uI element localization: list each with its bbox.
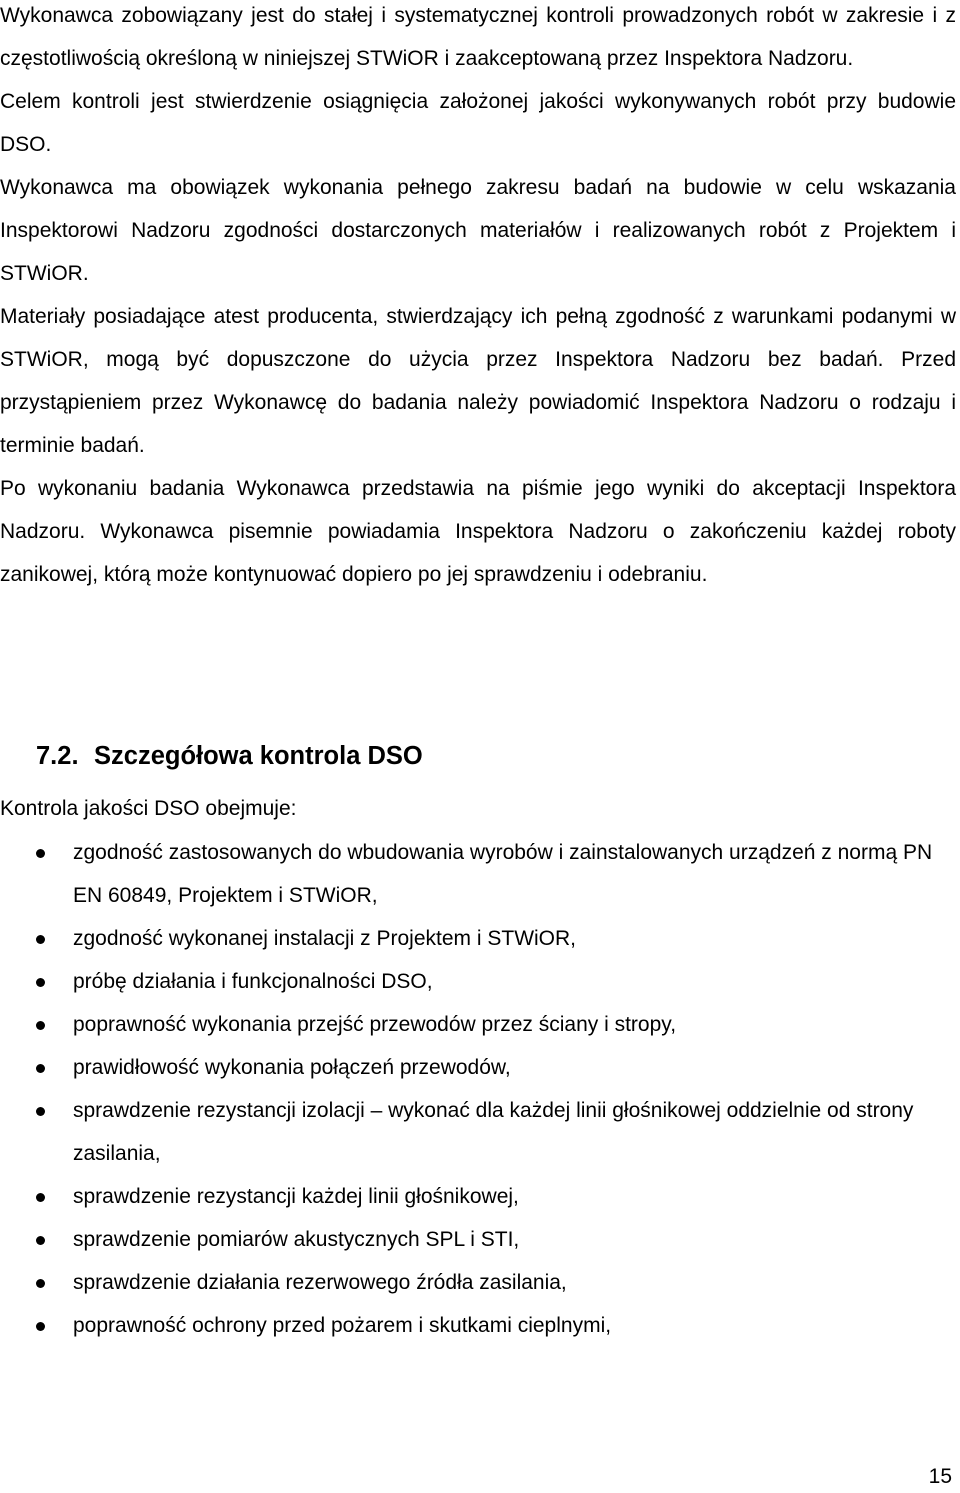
bullet-icon (36, 1021, 45, 1030)
list-item (0, 831, 956, 917)
list-item (0, 1304, 956, 1347)
bullet-icon (36, 978, 45, 987)
section-title: Szczegółowa kontrola DSO (94, 742, 423, 770)
list-item-text: zgodność wykonanej instalacji z Projektem i STWiOR, (73, 927, 577, 950)
bullet-icon (36, 849, 45, 858)
list-item-text: prawidłowość wykonania połączeń przewodów, (73, 1056, 511, 1079)
list-item-text: zgodność zastosowanych do wbudowania wyrobów i zainstalowanych urządzeń z normą PN EN 60849, Projektem i STWiOR, (73, 841, 933, 907)
list-item-text: sprawdzenie działania rezerwowego źródła zasilania, (73, 1271, 567, 1294)
bullet-icon (36, 1322, 45, 1331)
bullet-icon (36, 935, 45, 944)
list-item-text: sprawdzenie rezystancji każdej linii głośnikowej, (73, 1185, 519, 1208)
section-number: 7.2. (36, 742, 79, 770)
bullet-icon (36, 1236, 45, 1245)
list-item-text: próbę działania i funkcjonalności DSO, (73, 970, 433, 993)
paragraph-test-results: Po wykonaniu badania Wykonawca przedstawia na piśmie jego wyniki do akceptacji Inspektora Nadzoru. Wykonawca pisemnie powiadamia Inspektora Nadzoru o zakończeniu każdej roboty zanikowej, którą może kontynuować dopiero po jej sprawdzeniu i odebraniu. (0, 477, 956, 586)
list-intro: Kontrola jakości DSO obejmuje: (0, 797, 297, 820)
list-item (0, 1218, 956, 1261)
page-number: 15 (928, 1465, 952, 1488)
list-item-text: sprawdzenie pomiarów akustycznych SPL i STI, (73, 1228, 520, 1251)
bullet-icon (36, 1193, 45, 1202)
list-item-text: poprawność ochrony przed pożarem i skutkami cieplnymi, (73, 1314, 612, 1337)
bullet-icon (36, 1279, 45, 1288)
bullet-icon (36, 1107, 45, 1116)
section-heading (36, 734, 423, 778)
list-item (0, 1089, 956, 1175)
paragraph-inspection-goal: Celem kontroli jest stwierdzenie osiągnięcia założonej jakości wykonywanych robót przy budowie DSO. (0, 90, 956, 156)
quality-control-list (0, 831, 956, 1347)
paragraph-testing-scope: Wykonawca ma obowiązek wykonania pełnego zakresu badań na budowie w celu wskazania Inspektorowi Nadzoru zgodności dostarczonych materiałów i realizowanych robót z Projektem i STWiOR. (0, 176, 956, 285)
list-item (0, 1175, 956, 1218)
bullet-icon (36, 1064, 45, 1073)
list-item (0, 1261, 956, 1304)
list-item (0, 1003, 956, 1046)
list-item (0, 1046, 956, 1089)
list-item (0, 917, 956, 960)
paragraph-inspection-duty: Wykonawca zobowiązany jest do stałej i systematycznej kontroli prowadzonych robót w zakresie i z częstotliwością określoną w niniejszej STWiOR i zaakceptowaną przez Inspektora Nadzoru. (0, 4, 956, 70)
list-item-text: sprawdzenie rezystancji izolacji – wykonać dla każdej linii głośnikowej oddzielnie od strony zasilania, (73, 1099, 914, 1165)
list-item (0, 960, 956, 1003)
paragraph-certified-materials: Materiały posiadające atest producenta, stwierdzający ich pełną zgodność z warunkami podanymi w STWiOR, mogą być dopuszczone do użycia przez Inspektora Nadzoru bez badań. Przed przystąpieniem przez Wykonawcę do badania należy powiadomić Inspektora Nadzoru o rodzaju i terminie badań. (0, 305, 956, 457)
list-item-text: poprawność wykonania przejść przewodów przez ściany i stropy, (73, 1013, 677, 1036)
body-text (0, 0, 956, 596)
